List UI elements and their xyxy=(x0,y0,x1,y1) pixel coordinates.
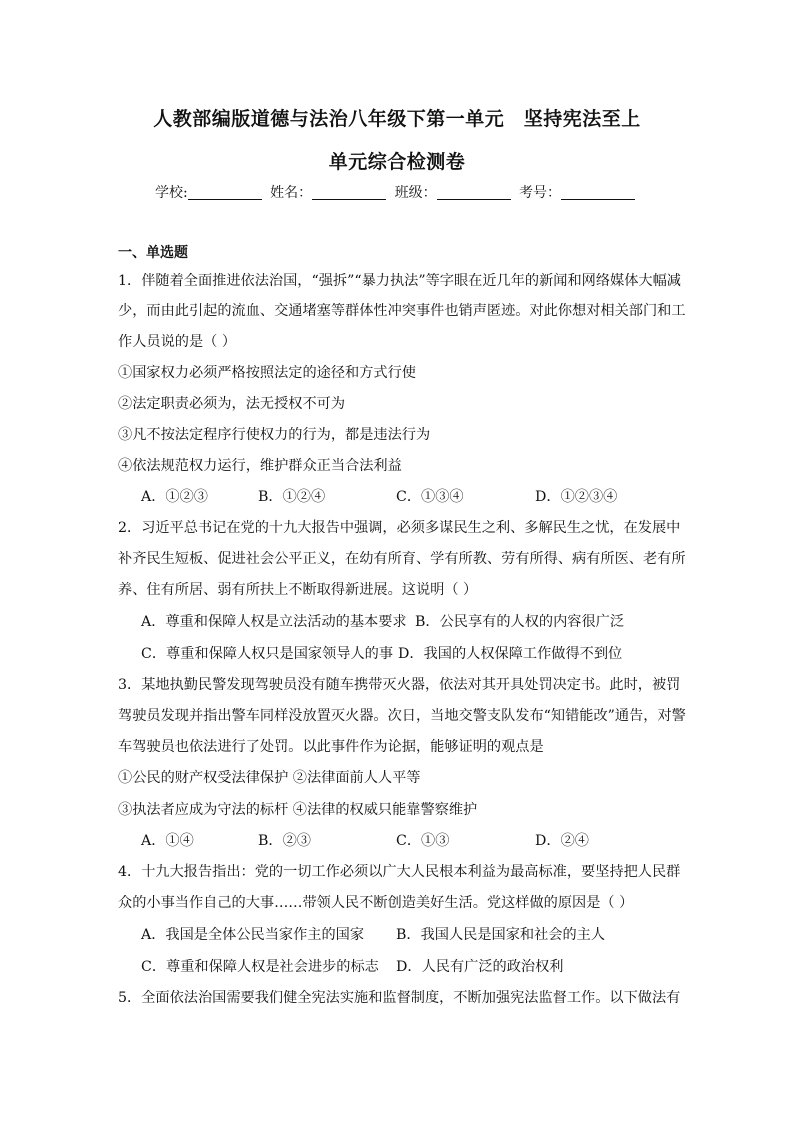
question-3-statement: ①公民的财产权受法律保护 ②法律面前人人平等 xyxy=(118,770,421,786)
question-4-option-d[interactable]: D．人民有广泛的政治权利 xyxy=(396,959,564,975)
question-1-option-b[interactable]: B．①②④ xyxy=(258,489,326,505)
question-4-option-b[interactable]: B．我国人民是国家和社会的主人 xyxy=(396,927,606,943)
student-info-row xyxy=(0,182,794,202)
exam-no-label: 考号： xyxy=(519,185,562,201)
question-1-option-d[interactable]: D．①②③④ xyxy=(535,489,618,505)
question-3-statement: ③执法者应成为守法的标杆 ④法律的权威只能靠警察维护 xyxy=(118,802,478,818)
question-1-line: 作人员说的是（ ） xyxy=(118,334,237,350)
question-2-option-c[interactable]: C．尊重和保障人权只是国家领导人的事 xyxy=(141,646,394,662)
question-2-option-a[interactable]: A．尊重和保障人权是立法活动的基本要求 xyxy=(141,614,407,630)
question-3-option-a[interactable]: A．①④ xyxy=(141,833,194,849)
document-subtitle: 单元综合检测卷 xyxy=(328,151,466,173)
question-4-line: 4．十九大报告指出：党的一切工作必须以广大人民根本利益为最高标准，要坚持把人民群 xyxy=(118,864,681,880)
question-2-option-b[interactable]: B．公民享有的人权的内容很广泛 xyxy=(415,614,625,630)
question-1-statement: ③凡不按法定程序行使权力的行为，都是违法行为 xyxy=(118,427,431,443)
question-1-statement: ①国家权力必须严格按照法定的途径和方式行使 xyxy=(118,365,416,381)
document-title: 人教部编版道德与法治八年级下第一单元 坚持宪法至上 xyxy=(153,108,641,130)
question-4-option-c[interactable]: C．尊重和保障人权是社会进步的标志 xyxy=(141,959,379,975)
question-1-statement: ④依法规范权力运行，维护群众正当合法利益 xyxy=(118,458,402,474)
question-1-statement: ②法定职责必须为，法无授权不可为 xyxy=(118,396,346,412)
question-2-line: 2．习近平总书记在党的十九大报告中强调，必须多谋民生之利、多解民生之忧，在发展中 xyxy=(118,520,681,536)
name-label: 姓名： xyxy=(270,185,313,201)
question-3-option-b[interactable]: B．②③ xyxy=(258,833,311,849)
section-title: 一、单选题 xyxy=(118,245,188,261)
question-3-option-c[interactable]: C．①③ xyxy=(396,833,450,849)
question-1-option-a[interactable]: A．①②③ xyxy=(141,489,208,505)
question-3-line: 驾驶员发现并指出警车同样没放置灭火器。次日，当地交警支队发布“知错能改”通告，对警 xyxy=(118,708,686,724)
school-label: 学校: xyxy=(154,185,188,201)
question-2-line: 补齐民生短板、促进社会公平正义，在幼有所育、学有所教、劳有所得、病有所医、老有所 xyxy=(118,551,686,567)
name-blank[interactable] xyxy=(312,185,386,200)
question-1-line: 少，而由此引起的流血、交通堵塞等群体性冲突事件也销声匿迹。对此你想对相关部门和工 xyxy=(118,303,686,319)
question-3-line: 车驾驶员也依法进行了处罚。以此事件作为论据，能够证明的观点是 xyxy=(118,739,544,755)
exam-no-blank[interactable] xyxy=(561,185,635,200)
question-4-line: 众的小事当作自己的大事……带领人民不断创造美好生活。党这样做的原因是（ ） xyxy=(118,895,634,911)
class-label: 班级： xyxy=(394,185,437,201)
question-2-line: 养、住有所居、弱有所扶上不断取得新进展。这说明（ ） xyxy=(118,582,478,598)
school-blank[interactable] xyxy=(188,185,262,200)
question-3-line: 3．某地执勤民警发现驾驶员没有随车携带灭火器，依法对其开具处罚决定书。此时，被罚 xyxy=(118,677,681,693)
question-1-line: 1．伴随着全面推进依法治国，“强拆”“暴力执法”等字眼在近几年的新闻和网络媒体大幅减 xyxy=(118,273,681,289)
question-4-option-a[interactable]: A．我国是全体公民当家作主的国家 xyxy=(141,927,365,943)
question-2-option-d[interactable]: D．我国的人权保障工作做得不到位 xyxy=(398,646,623,662)
question-5-line: 5．全面依法治国需要我们健全宪法实施和监督制度，不断加强宪法监督工作。以下做法有 xyxy=(118,990,681,1006)
question-1-option-c[interactable]: C．①③④ xyxy=(396,489,464,505)
question-3-option-d[interactable]: D．②④ xyxy=(535,833,589,849)
class-blank[interactable] xyxy=(437,185,511,200)
